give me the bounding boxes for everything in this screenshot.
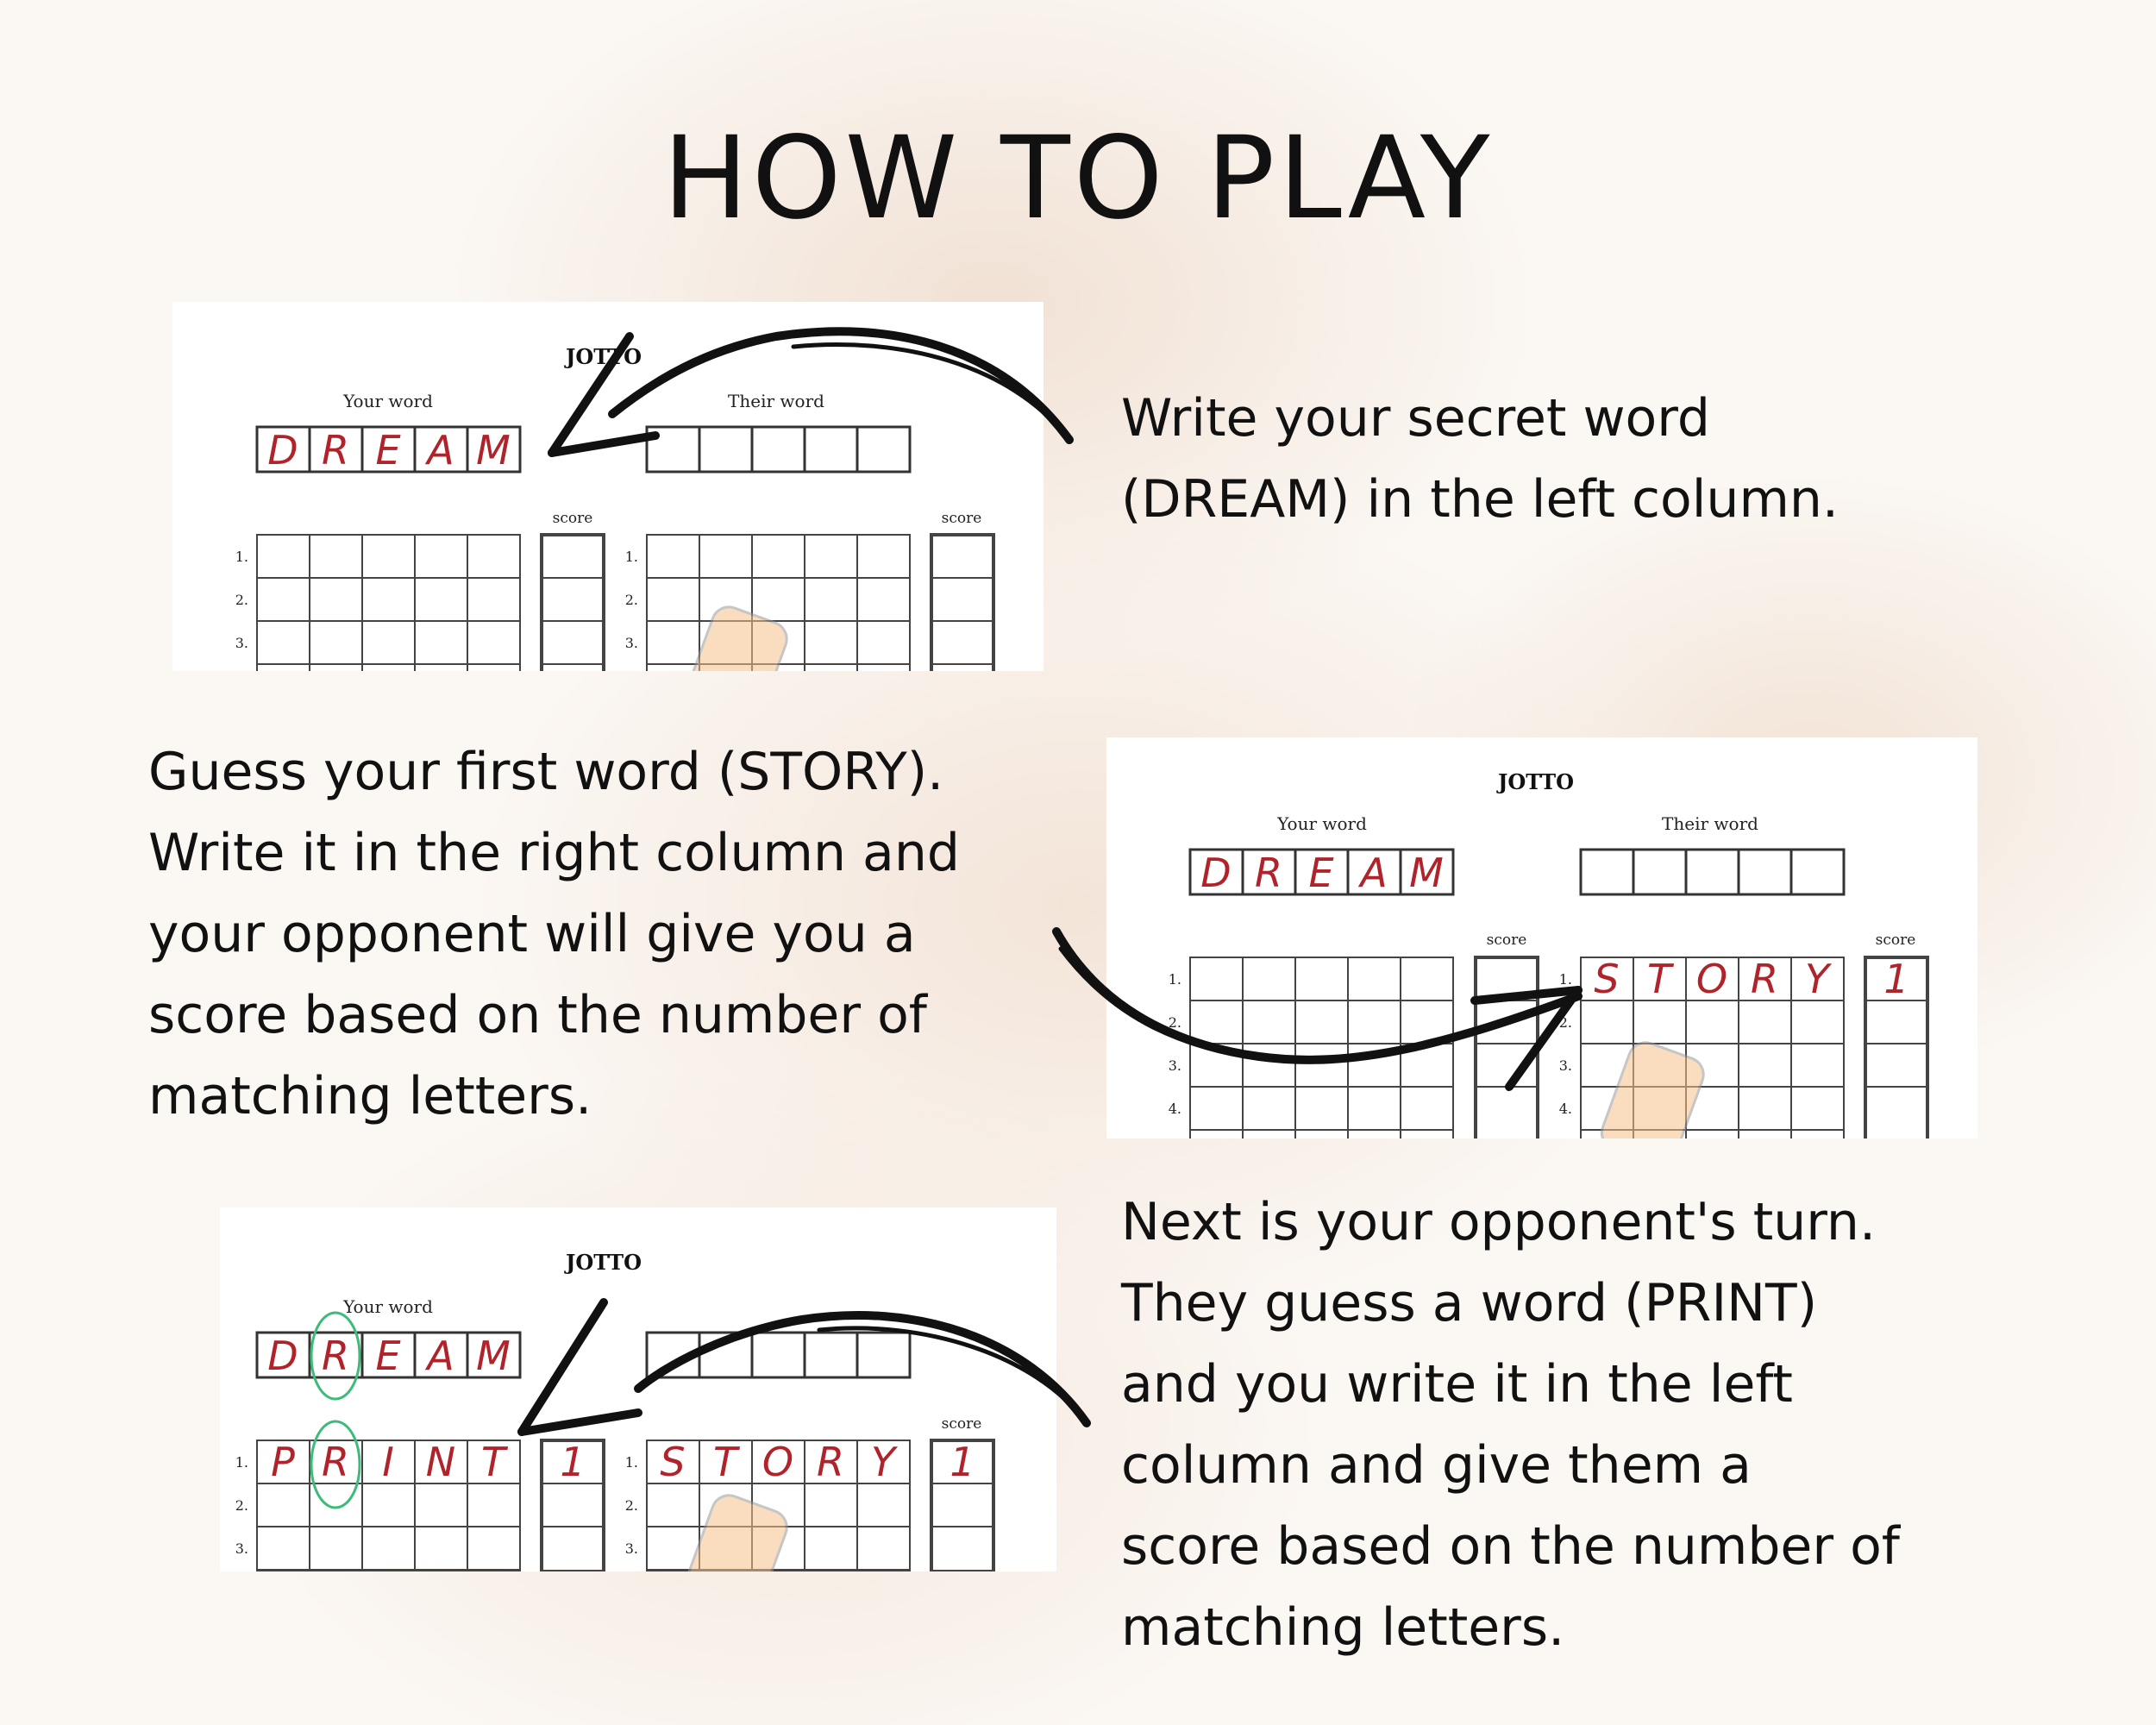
row-number: 2. bbox=[235, 1497, 248, 1514]
game-title: JOTTO bbox=[1497, 769, 1575, 794]
row-number: 3. bbox=[624, 1540, 638, 1557]
pencil-icon bbox=[1597, 1038, 1708, 1138]
arrow-icon bbox=[509, 1285, 1104, 1458]
step-line: matching letters. bbox=[148, 1066, 592, 1126]
letter: R bbox=[817, 1439, 844, 1485]
letter: T bbox=[480, 1439, 506, 1485]
step-line: Write it in the right column and bbox=[148, 823, 960, 883]
letter: R bbox=[322, 1439, 349, 1485]
letter: M bbox=[476, 427, 511, 474]
letter: S bbox=[660, 1439, 686, 1485]
row-number: 4. bbox=[1558, 1101, 1572, 1117]
row-number: 3. bbox=[1168, 1057, 1181, 1074]
guess-score: 1 bbox=[950, 1439, 975, 1485]
row-number: 1. bbox=[1168, 971, 1181, 988]
game-title: JOTTO bbox=[565, 344, 642, 369]
row-number: 1. bbox=[1558, 971, 1572, 988]
row-number: 1. bbox=[235, 1454, 248, 1471]
step-line: Guess your first word (STORY). bbox=[148, 742, 944, 802]
guess-word-letters bbox=[1594, 956, 1833, 1002]
score-label: score bbox=[1486, 932, 1527, 949]
row-number: 2. bbox=[624, 1497, 638, 1514]
secret-word-letters bbox=[267, 427, 511, 474]
letter: E bbox=[1308, 850, 1334, 896]
their-word-boxes bbox=[1581, 850, 1844, 894]
row-number: 1. bbox=[235, 549, 248, 565]
row-number: 4. bbox=[1168, 1101, 1181, 1117]
letter: E bbox=[375, 1333, 401, 1379]
letter: S bbox=[1594, 956, 1620, 1002]
step-line: They guess a word (PRINT) bbox=[1121, 1273, 1818, 1333]
opponent-score: 1 bbox=[560, 1439, 586, 1485]
page-title: HOW TO PLAY bbox=[662, 112, 1494, 245]
pencil-icon bbox=[680, 1490, 792, 1571]
letter: A bbox=[427, 427, 454, 474]
letter: R bbox=[322, 427, 349, 474]
your-word-label: Your word bbox=[343, 1296, 433, 1317]
score-label: score bbox=[1875, 932, 1916, 949]
step-line: and you write it in the left bbox=[1121, 1354, 1793, 1414]
letter: Y bbox=[870, 1439, 896, 1485]
score-label: score bbox=[941, 1415, 982, 1433]
letter: T bbox=[712, 1439, 738, 1485]
step-1-text bbox=[1121, 378, 1839, 540]
guess-score: 1 bbox=[1883, 956, 1909, 1002]
letter: M bbox=[476, 1333, 511, 1379]
letter: N bbox=[425, 1439, 456, 1485]
your-word-label: Your word bbox=[1277, 813, 1367, 834]
step-line: your opponent will give you a bbox=[148, 904, 916, 964]
step-line: column and give them a bbox=[1121, 1435, 1752, 1496]
row-number: 3. bbox=[624, 635, 638, 651]
row-number: 1. bbox=[624, 1454, 638, 1471]
score-label: score bbox=[552, 510, 593, 527]
row-number: 2. bbox=[1558, 1014, 1572, 1031]
their-word-label: Their word bbox=[1662, 813, 1758, 834]
secret-word-letters bbox=[267, 1333, 511, 1379]
step-line: score based on the number of bbox=[1121, 1516, 1900, 1577]
your-word-label: Your word bbox=[343, 391, 433, 411]
opponent-word-letters bbox=[271, 1439, 509, 1485]
their-word-label: Their word bbox=[728, 391, 824, 411]
row-number: 2. bbox=[624, 592, 638, 608]
letter: E bbox=[375, 427, 401, 474]
step-line: score based on the number of bbox=[148, 985, 927, 1045]
letter: R bbox=[322, 1333, 349, 1379]
left-guess-grid bbox=[257, 535, 604, 671]
row-number: 2. bbox=[235, 592, 248, 608]
row-number: 3. bbox=[235, 1540, 248, 1557]
score-label: score bbox=[941, 510, 982, 527]
game-title: JOTTO bbox=[565, 1250, 642, 1275]
letter: T bbox=[1646, 956, 1672, 1002]
step-line: matching letters. bbox=[1121, 1597, 1565, 1658]
letter: A bbox=[1360, 850, 1388, 896]
letter: D bbox=[1200, 850, 1232, 896]
step-2-text bbox=[148, 731, 960, 1137]
row-number: 3. bbox=[235, 635, 248, 651]
right-guess-grid bbox=[647, 535, 993, 671]
arrow-icon bbox=[1044, 914, 1595, 1104]
letter: D bbox=[267, 1333, 298, 1379]
letter: O bbox=[1695, 956, 1728, 1002]
arrow-icon bbox=[517, 310, 1087, 474]
letter: R bbox=[1255, 850, 1282, 896]
letter: O bbox=[761, 1439, 794, 1485]
secret-word-letters bbox=[1200, 850, 1444, 896]
letter: D bbox=[267, 427, 298, 474]
row-number: 3. bbox=[1558, 1057, 1572, 1074]
pencil-icon bbox=[680, 602, 792, 671]
letter: R bbox=[1751, 956, 1778, 1002]
letter: A bbox=[427, 1333, 454, 1379]
letter: M bbox=[1409, 850, 1444, 896]
letter: Y bbox=[1804, 956, 1830, 1002]
step-line: (DREAM) in the left column. bbox=[1121, 469, 1839, 530]
step-line: Next is your opponent's turn. bbox=[1121, 1192, 1877, 1252]
row-number: 2. bbox=[1168, 1014, 1181, 1031]
step-3-text bbox=[1121, 1182, 1900, 1668]
step-line: Write your secret word bbox=[1121, 388, 1710, 448]
row-number: 1. bbox=[624, 549, 638, 565]
letter: I bbox=[382, 1439, 394, 1485]
letter: P bbox=[271, 1439, 295, 1485]
